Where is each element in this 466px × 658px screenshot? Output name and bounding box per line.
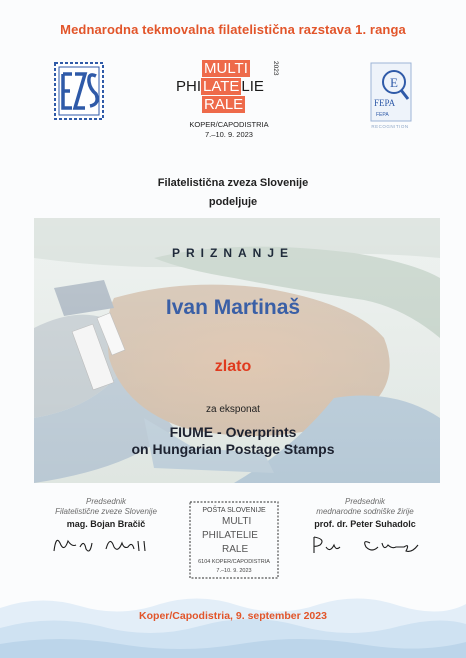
place-and-date: Koper/Capodistria, 9. september 2023 bbox=[139, 610, 327, 622]
signature-right bbox=[290, 497, 440, 564]
exhibit-title-line1: FIUME - Overprints bbox=[169, 424, 297, 440]
logo-multi: MULTI bbox=[204, 60, 248, 77]
handwritten-signature-left bbox=[46, 529, 166, 559]
postmark-top: POŠTA SLOVENIJE bbox=[202, 507, 266, 514]
exhibit-title-line2: on Hungarian Postage Stamps bbox=[131, 441, 335, 457]
logo-late: LATE bbox=[203, 78, 240, 95]
postmark-line2: PHILATELIE bbox=[202, 530, 258, 541]
logo-place: KOPER/CAPODISTRIA bbox=[189, 120, 269, 129]
signature-right-role1: Predsednik bbox=[344, 497, 386, 506]
exhibition-title: Mednarodna tekmovalna filatelistična razstava 1. ranga bbox=[60, 22, 406, 37]
postmark-code: 6104 KOPER/CAPODISTRIA bbox=[198, 559, 270, 565]
logo-year: 2023 bbox=[272, 61, 279, 76]
signature-right-role2: mednarodne sodniške žirije bbox=[316, 507, 414, 516]
svg-text:FEPA: FEPA bbox=[374, 98, 396, 108]
logo-dates: 7.–10. 9. 2023 bbox=[205, 130, 253, 139]
signature-right-name: prof. dr. Peter Suhadolc bbox=[314, 519, 416, 529]
multiphilatelie-logo bbox=[172, 56, 286, 146]
ezs-logo bbox=[54, 62, 104, 120]
decorative-waves bbox=[0, 586, 466, 658]
for-exhibit-label: za eksponat bbox=[206, 404, 260, 415]
logo-rale: RALE bbox=[204, 96, 244, 113]
postmark-dates: 7.–10. 9. 2023 bbox=[216, 568, 252, 574]
logo-lie: LIE bbox=[241, 78, 264, 95]
medal-level: zlato bbox=[214, 358, 252, 375]
signature-left-role1: Predsednik bbox=[85, 497, 127, 506]
postmark-line1: MULTI bbox=[222, 516, 252, 527]
svg-text:FEPA: FEPA bbox=[376, 112, 389, 118]
organization-name: Filatelistična zveza Slovenije bbox=[157, 177, 309, 189]
fepa-logo bbox=[370, 62, 412, 126]
signature-left-name: mag. Bojan Bračič bbox=[66, 519, 146, 529]
handwritten-signature-right bbox=[300, 529, 430, 559]
postmark-stamp bbox=[188, 500, 280, 580]
signature-left-role2: Filatelistične zveze Slovenije bbox=[55, 507, 157, 516]
logo-phi: PHI bbox=[176, 78, 202, 95]
postmark-line3: RALE bbox=[222, 544, 249, 555]
certificate-heading: PRIZNANJE bbox=[171, 246, 294, 260]
signature-left bbox=[36, 497, 176, 564]
svg-text:E: E bbox=[390, 75, 398, 90]
fepa-recognition: RECOGNITION bbox=[371, 124, 409, 129]
recipient-name: Ivan Martinaš bbox=[165, 296, 301, 319]
awards-verb: podeljuje bbox=[208, 196, 258, 208]
